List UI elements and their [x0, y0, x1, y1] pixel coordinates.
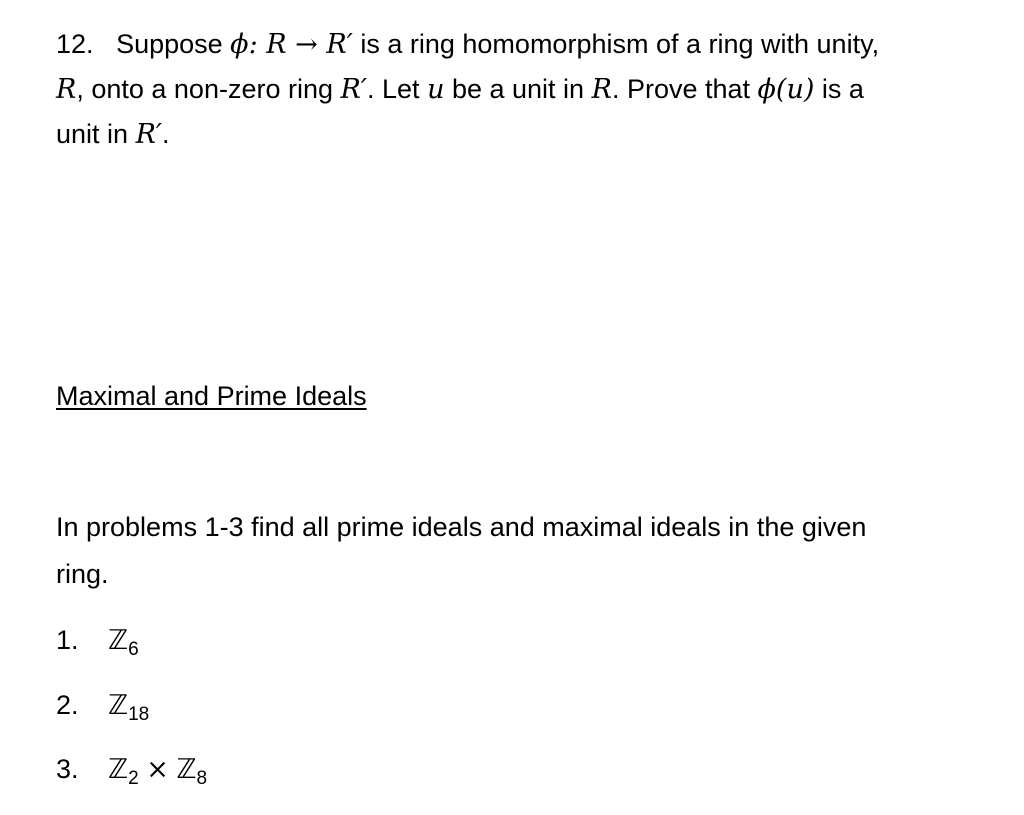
- list-item: [56, 754, 208, 789]
- problem-12-text: is a: [821, 74, 864, 104]
- var-R-prime: R′: [135, 119, 163, 150]
- problem-12-text: . Let: [367, 74, 420, 104]
- problem-12-line-2: [56, 76, 864, 103]
- problem-12-text: unit in: [56, 119, 129, 149]
- instructions-line-1: In problems 1-3 find all prime ideals and maximal ideals in the given: [56, 512, 867, 542]
- list-item-number: 1.: [56, 625, 79, 655]
- section-heading: Maximal and Prime Ideals: [56, 381, 367, 411]
- list-item: [56, 690, 150, 725]
- list-item-number: 2.: [56, 690, 79, 720]
- integers-mod-symbol: ℤ: [108, 690, 129, 721]
- problem-12-text: be a unit in: [451, 74, 585, 104]
- homomorphism-symbol: ϕ: R → R′: [230, 29, 353, 60]
- var-R: R: [56, 74, 77, 105]
- problem-12-text: Suppose: [116, 29, 223, 59]
- problem-12-line-3: [56, 121, 170, 148]
- times-symbol: ×: [146, 754, 169, 785]
- problem-12-line-1: [56, 31, 879, 58]
- integers-mod-symbol: ℤ: [176, 754, 197, 785]
- var-R: R: [591, 74, 612, 105]
- instructions-line-2: ring.: [56, 559, 109, 589]
- problem-12-number: 12.: [56, 29, 94, 59]
- problem-12-text: . Prove that: [611, 74, 751, 104]
- integers-mod-symbol: ℤ: [108, 625, 129, 656]
- modulus: 8: [196, 768, 208, 789]
- problem-12-text: , onto a non-zero ring: [76, 74, 334, 104]
- modulus: 6: [128, 639, 139, 660]
- phi-of-u: ϕ(u): [757, 74, 815, 105]
- modulus: 2: [128, 768, 139, 789]
- modulus: 18: [128, 704, 150, 725]
- list-item-number: 3.: [56, 754, 79, 784]
- var-u: u: [427, 74, 445, 105]
- integers-mod-symbol: ℤ: [108, 754, 129, 785]
- var-R-prime: R′: [340, 74, 367, 105]
- list-item: [56, 625, 139, 660]
- problem-12-text: .: [162, 119, 170, 149]
- problem-12-text: is a ring homomorphism of a ring with unity,: [360, 29, 880, 59]
